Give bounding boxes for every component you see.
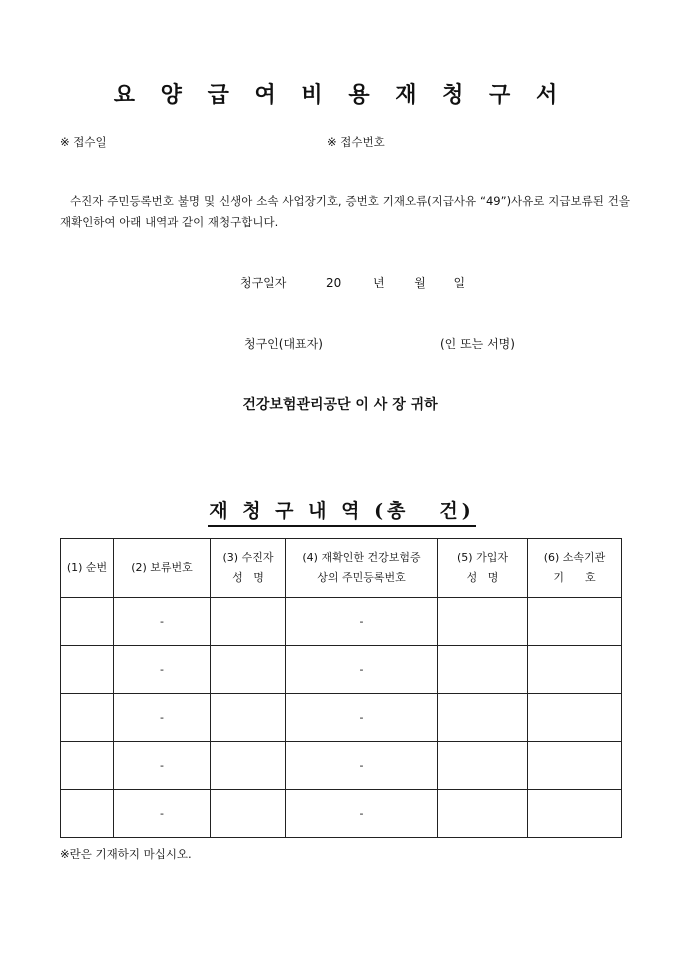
cell-resident-number[interactable]: - xyxy=(286,598,438,646)
cell-patient-name[interactable] xyxy=(211,790,286,838)
col-header-subscriber-name: (5) 가입자 성 명 xyxy=(438,539,528,598)
cell-org-code[interactable] xyxy=(528,742,622,790)
cell-resident-number[interactable]: - xyxy=(286,790,438,838)
cell-hold-number[interactable]: - xyxy=(114,598,211,646)
cell-seq[interactable] xyxy=(61,742,114,790)
page-title: 요 양 급 여 비 용 재 청 구 서 xyxy=(113,82,567,108)
cell-patient-name[interactable] xyxy=(211,646,286,694)
cell-patient-name[interactable] xyxy=(211,694,286,742)
table-header-row xyxy=(61,539,622,598)
recipient-line: 건강보험관리공단 이 사 장 귀하 xyxy=(242,397,438,413)
cell-seq[interactable] xyxy=(61,790,114,838)
request-body-text: 수진자 주민등록번호 불명 및 신생아 소속 사업장기호, 증번호 기재오류(지급사유 “49”)사유로 지급보류된 건을 재확인하여 아래 내역과 같이 재청구합니다. xyxy=(60,194,630,229)
details-title xyxy=(208,496,476,527)
cell-subscriber-name[interactable] xyxy=(438,598,528,646)
details-title-main: 재 청 구 내 역 (총 xyxy=(209,500,410,522)
cell-resident-number[interactable]: - xyxy=(286,742,438,790)
cell-subscriber-name[interactable] xyxy=(438,790,528,838)
col-header-resident-number: (4) 재확인한 건강보험증 상의 주민등록번호 xyxy=(286,539,438,598)
table-row xyxy=(61,646,622,694)
details-title-unit: 건) xyxy=(439,500,475,522)
claim-date xyxy=(240,274,465,291)
receipt-number-label: ※ 접수번호 xyxy=(327,135,385,149)
cell-subscriber-name[interactable] xyxy=(438,646,528,694)
cell-resident-number[interactable]: - xyxy=(286,646,438,694)
cell-org-code[interactable] xyxy=(528,694,622,742)
cell-org-code[interactable] xyxy=(528,790,622,838)
cell-seq[interactable] xyxy=(61,646,114,694)
col-header-hold-number: (2) 보류번호 xyxy=(114,539,211,598)
cell-org-code[interactable] xyxy=(528,598,622,646)
table-row xyxy=(61,742,622,790)
claim-day-label: 일 xyxy=(453,276,466,290)
footnote: ※란은 기재하지 마십시오. xyxy=(60,847,192,861)
claim-month-label: 월 xyxy=(414,276,426,290)
claim-year-prefix: 20 xyxy=(326,276,342,290)
cell-subscriber-name[interactable] xyxy=(438,742,528,790)
cell-resident-number[interactable]: - xyxy=(286,694,438,742)
cell-hold-number[interactable]: - xyxy=(114,646,211,694)
cell-hold-number[interactable]: - xyxy=(114,790,211,838)
cell-hold-number[interactable]: - xyxy=(114,742,211,790)
table-row xyxy=(61,790,622,838)
sign-note: (인 또는 서명) xyxy=(440,337,515,351)
cell-seq[interactable] xyxy=(61,694,114,742)
cell-hold-number[interactable]: - xyxy=(114,694,211,742)
table-row xyxy=(61,694,622,742)
col-header-patient-name: (3) 수진자 성 명 xyxy=(211,539,286,598)
cell-org-code[interactable] xyxy=(528,646,622,694)
col-header-org-code: (6) 소속기관 기 호 xyxy=(528,539,622,598)
cell-subscriber-name[interactable] xyxy=(438,694,528,742)
col-header-seq: (1) 순번 xyxy=(61,539,114,598)
claim-year-label: 년 xyxy=(372,276,385,290)
receipt-date-label: ※ 접수일 xyxy=(60,135,107,149)
table-row xyxy=(61,598,622,646)
claim-date-label: 청구일자 xyxy=(240,276,287,290)
claims-table xyxy=(60,538,622,838)
claimant-label: 청구인(대표자) xyxy=(244,337,323,351)
cell-patient-name[interactable] xyxy=(211,598,286,646)
cell-patient-name[interactable] xyxy=(211,742,286,790)
cell-seq[interactable] xyxy=(61,598,114,646)
